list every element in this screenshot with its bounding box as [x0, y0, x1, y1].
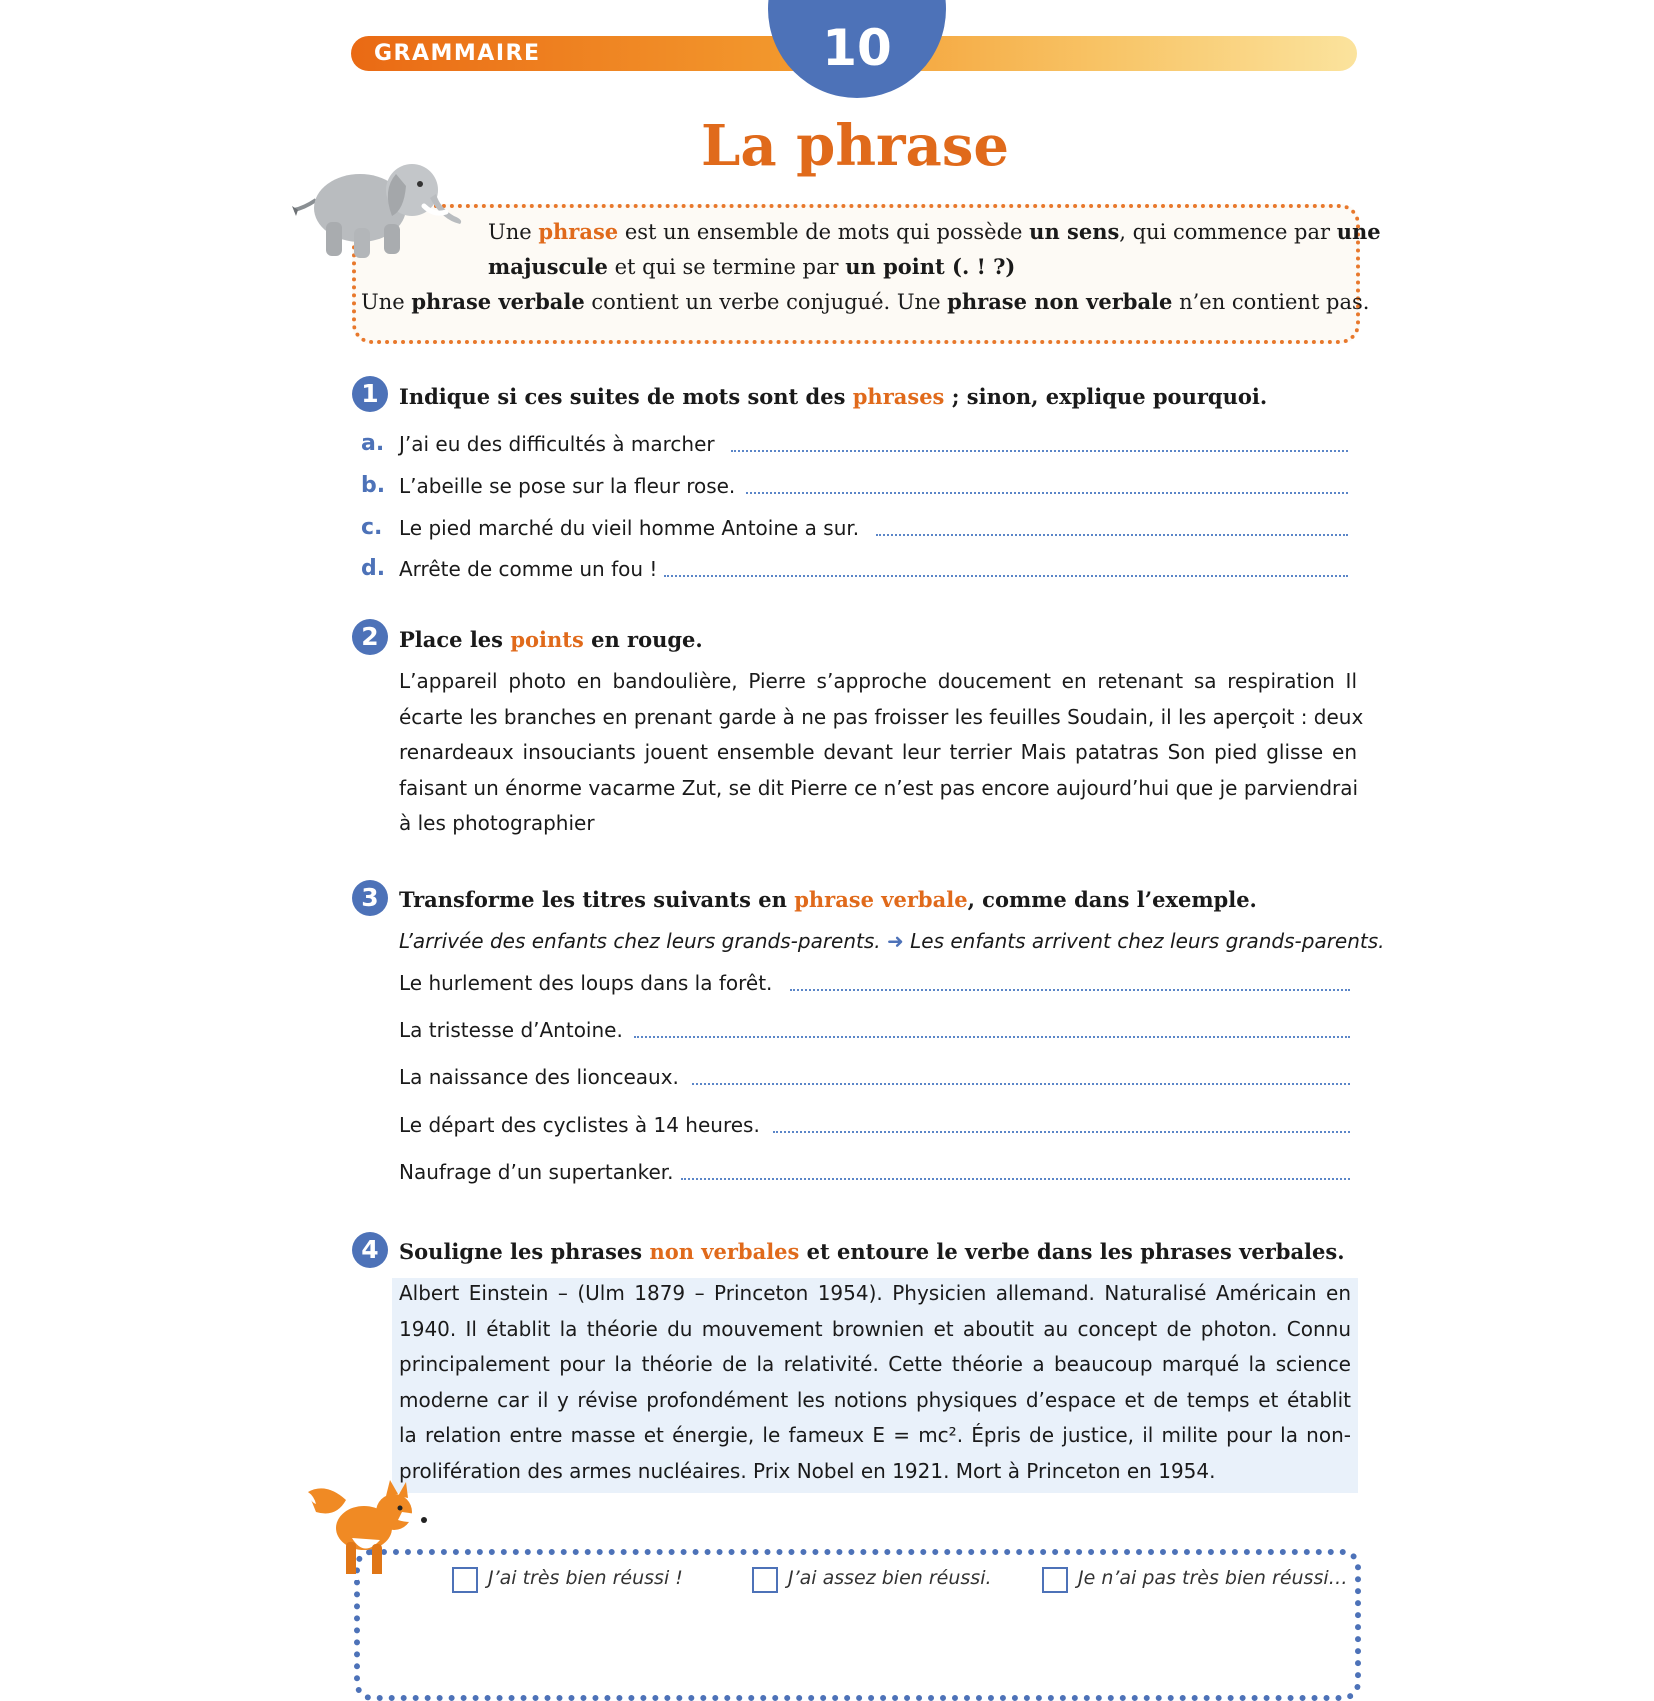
exercise-1-badge: 1	[352, 376, 388, 412]
item-letter: b.	[361, 473, 386, 498]
section-label: GRAMMAIRE	[374, 41, 541, 66]
answer-line[interactable]	[773, 1131, 1350, 1133]
fox-illustration	[306, 1478, 436, 1588]
item-letter: d.	[361, 556, 386, 581]
answer-line[interactable]	[876, 534, 1348, 536]
exercise-3-title: Transforme les titres suivants en phrase verbale, comme dans l’exemple.	[399, 887, 1257, 912]
answer-line[interactable]	[664, 575, 1348, 577]
exercise-3-item: La tristesse d’Antoine.	[399, 1018, 623, 1042]
rule-line-3: Une phrase verbale contient un verbe conjugué. Une phrase non verbale n’en contient pas.	[361, 289, 1370, 314]
label-fairly-well: J’ai assez bien réussi.	[788, 1567, 992, 1589]
answer-line[interactable]	[731, 450, 1348, 452]
exercise-2-text: L’appareil photo en bandoulière, Pierre s’approche doucement en retenant sa respiration Il écarte les branches en prenant garde à ne pas froisser les feuilles Soudain, il les aperçoit : deux renardeaux insouciants jouent ensemble devant leur terrier Mais patatras Son pied glisse en faisant un énorme vacarme Zut, se dit Pierre ce n’est pas encore aujourd’hui que je parviendrai à les photographier	[399, 669, 1364, 835]
checkbox-very-well[interactable]	[452, 1567, 478, 1593]
exercise-3-item: Le hurlement des loups dans la forêt.	[399, 971, 773, 995]
rule-line-2: majuscule et qui se termine par un point (. ! ?)	[488, 254, 1016, 279]
chapter-number: 10	[822, 19, 892, 77]
label-very-well: J’ai très bien réussi !	[488, 1567, 683, 1589]
exercise-4-text: Albert Einstein – (Ulm 1879 – Princeton 1954). Physicien allemand. Naturalisé Américain en 1940. Il établit la théorie du mouvement brownien et aboutit au concept de photon. Connu principalement pour la théorie de la relativité. Cette théorie a beaucoup marqué la science moderne car il y révise profondément les notions physiques d’espace et de temps et établit la relation entre masse et énergie, le fameux E = mc². Épris de justice, il milite pour la non- prolifération des armes nucléaires. Prix Nobel en 1921. Mort à Princeton en 1954.	[399, 1281, 1351, 1483]
arrow-right-icon: ➜	[887, 929, 904, 953]
exercise-1-title: Indique si ces suites de mots sont des phrases ; sinon, explique pourquoi.	[399, 384, 1268, 409]
exercise-3-example: L’arrivée des enfants chez leurs grands-parents. ➜ Les enfants arrivent chez leurs grands-parents.	[399, 929, 1385, 953]
page-title: La phrase	[701, 113, 1009, 179]
answer-line[interactable]	[790, 989, 1350, 991]
answer-line[interactable]	[746, 492, 1348, 494]
exercise-1-item: J’ai eu des difficultés à marcher	[399, 432, 715, 456]
elephant-illustration	[292, 150, 472, 262]
exercise-2-title: Place les points en rouge.	[399, 627, 703, 652]
checkbox-not-well[interactable]	[1042, 1567, 1068, 1593]
answer-line[interactable]	[692, 1083, 1350, 1085]
item-letter: c.	[361, 515, 383, 540]
answer-line[interactable]	[634, 1036, 1350, 1038]
exercise-1-item: Arrête de comme un fou !	[399, 557, 658, 581]
rule-line-1: Une phrase est un ensemble de mots qui possède un sens, qui commence par une	[488, 219, 1381, 244]
exercise-3-badge: 3	[352, 880, 388, 916]
exercise-2-badge: 2	[352, 619, 388, 655]
exercise-1-item: Le pied marché du vieil homme Antoine a sur.	[399, 516, 860, 540]
exercise-3-item: Le départ des cyclistes à 14 heures.	[399, 1113, 760, 1137]
exercise-4-title: Souligne les phrases non verbales et entoure le verbe dans les phrases verbales.	[399, 1239, 1345, 1264]
exercise-4-badge: 4	[352, 1232, 388, 1268]
exercise-3-item: La naissance des lionceaux.	[399, 1065, 679, 1089]
item-letter: a.	[361, 431, 385, 456]
answer-line[interactable]	[681, 1178, 1350, 1180]
exercise-1-item: L’abeille se pose sur la fleur rose.	[399, 474, 736, 498]
label-not-well: Je n’ai pas très bien réussi…	[1078, 1567, 1348, 1589]
exercise-3-item: Naufrage d’un supertanker.	[399, 1160, 674, 1184]
checkbox-fairly-well[interactable]	[752, 1567, 778, 1593]
